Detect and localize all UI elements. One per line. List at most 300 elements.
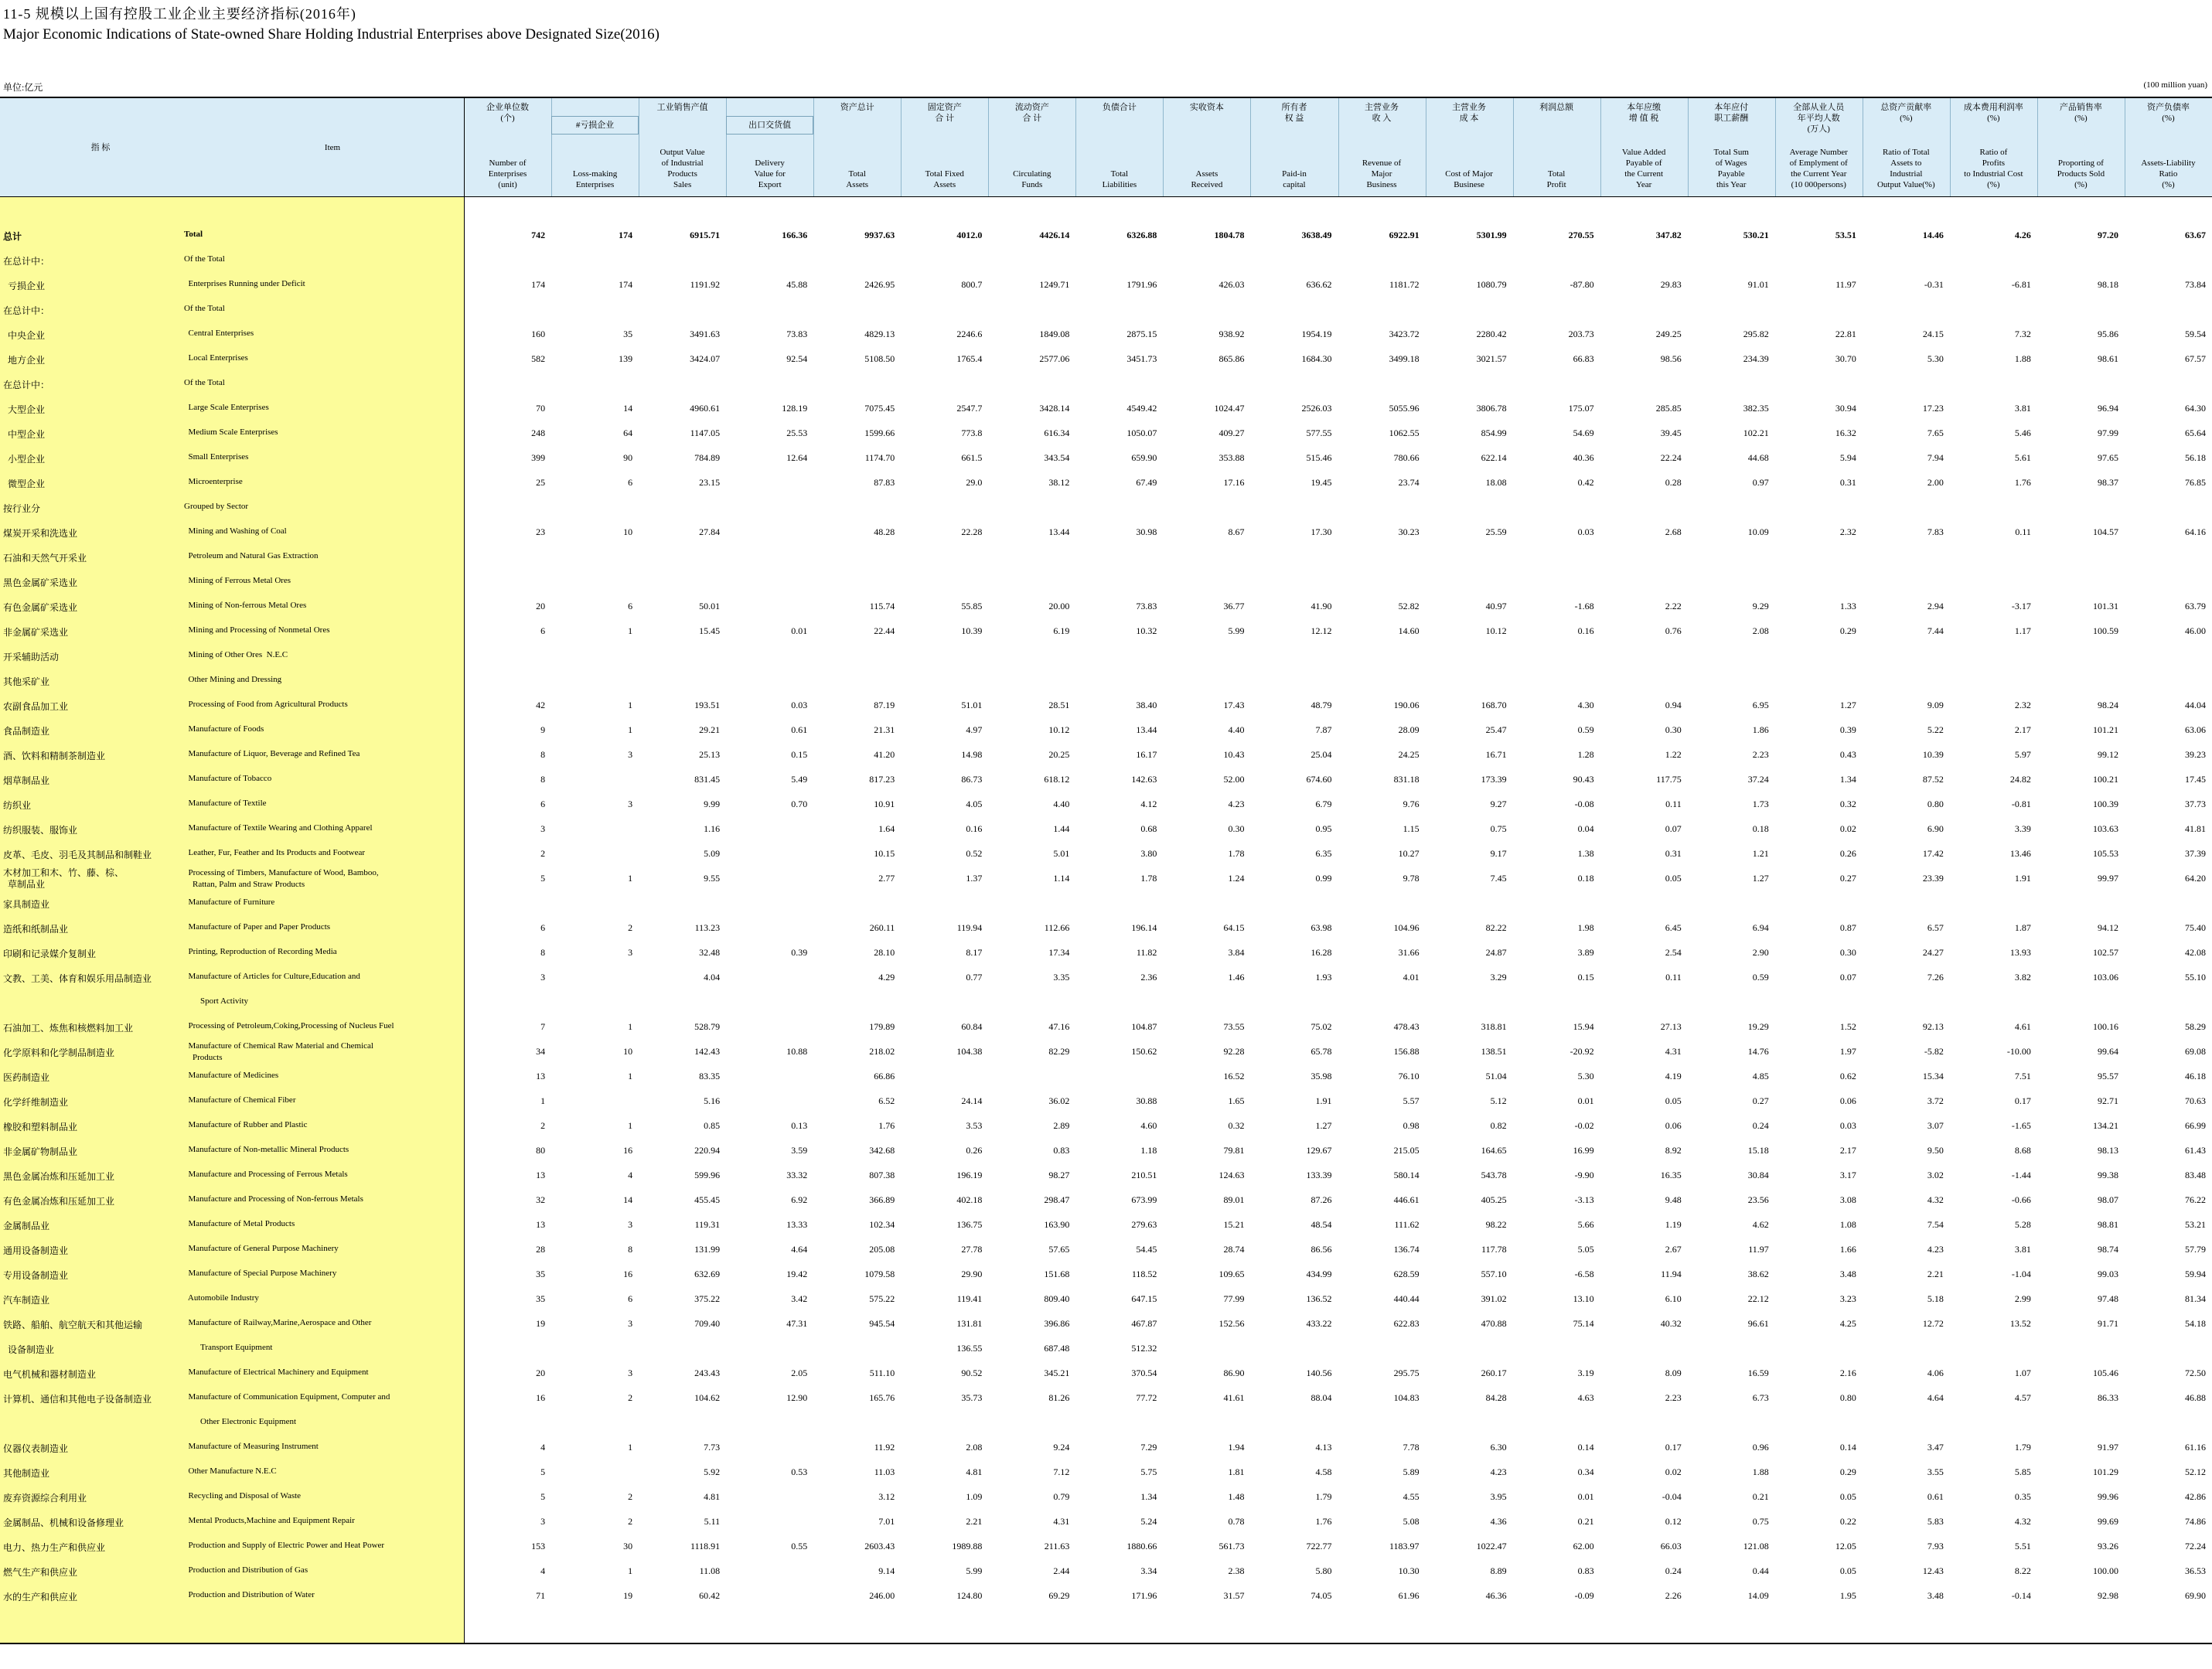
cell-value: 102.21: [1743, 427, 1769, 438]
cell-value: -1.68: [1574, 601, 1594, 611]
cell-value: 809.40: [1044, 1293, 1070, 1304]
header-col-19: [2037, 98, 2125, 196]
cell-value: 81.26: [1048, 1392, 1070, 1403]
cell-value: 4426.14: [1039, 230, 1070, 240]
cell-value: 4.64: [791, 1244, 808, 1255]
cell-value: -20.92: [1570, 1046, 1594, 1057]
cell-value: 63.06: [2185, 724, 2206, 735]
cell-value: 246.00: [869, 1590, 895, 1601]
cell-value: 66.83: [1573, 353, 1594, 364]
row-label-cn: 石油加工、炼焦和核燃料加工业: [3, 1023, 134, 1034]
cell-value: 343.54: [1044, 452, 1070, 463]
cell-value: 1062.55: [1389, 427, 1420, 438]
table-row: [0, 1385, 2212, 1410]
row-label-cn: 电气机械和器材制造业: [3, 1369, 97, 1380]
row-label-en: Processing of Food from Agricultural Products: [184, 700, 348, 709]
cell-value: 0.04: [1577, 823, 1594, 834]
cell-value: 3.17: [1839, 1170, 1856, 1180]
cell-value: 136.74: [1393, 1244, 1420, 1255]
cell-value: 0.97: [1752, 477, 1769, 488]
cell-value: 4829.13: [864, 329, 895, 339]
header-col-en: Proporting of Products Sold (%): [2057, 158, 2105, 189]
cell-value: 5.01: [1053, 848, 1070, 859]
cell-value: 0.16: [966, 823, 983, 834]
cell-value: 6.73: [1752, 1392, 1769, 1403]
cell-value: 92.28: [1223, 1046, 1245, 1057]
header-separator: [1513, 98, 1514, 196]
cell-value: 722.77: [1306, 1541, 1332, 1551]
header-col-10: [1250, 98, 1338, 196]
cell-value: 70.63: [2185, 1095, 2206, 1106]
table-row: [0, 618, 2212, 643]
cell-value: 8: [540, 947, 546, 958]
cell-value: 10: [623, 526, 633, 537]
cell-value: 1.28: [1577, 749, 1594, 760]
cell-value: 5.11: [704, 1516, 721, 1527]
cell-value: 95.86: [2097, 329, 2118, 339]
row-label-en: Grouped by Sector: [184, 502, 249, 511]
cell-value: 434.99: [1306, 1269, 1332, 1279]
row-label-en: Manufacture of Metal Products: [184, 1219, 295, 1228]
row-label-cn: 金属制品业: [3, 1221, 50, 1231]
row-label-cn: 烟草制品业: [3, 775, 50, 786]
row-label-en: Microenterprise: [184, 477, 243, 486]
cell-value: 10.12: [1485, 625, 1507, 636]
cell-value: 27.78: [961, 1244, 983, 1255]
cell-value: 0.02: [1665, 1466, 1682, 1477]
cell-value: 86.33: [2097, 1392, 2118, 1403]
cell-value: 102.57: [2092, 947, 2118, 958]
cell-value: 17.45: [2185, 774, 2206, 785]
cell-value: 4.23: [1927, 1244, 1944, 1255]
header-separator: [1688, 98, 1689, 196]
cell-value: 72.50: [2185, 1368, 2206, 1378]
cell-value: 0.05: [1665, 873, 1682, 884]
cell-value: 1.76: [878, 1120, 895, 1131]
cell-value: 205.08: [869, 1244, 895, 1255]
cell-value: 366.89: [869, 1194, 895, 1205]
cell-value: 24.25: [1398, 749, 1420, 760]
table-row: [0, 1113, 2212, 1138]
cell-value: 38.40: [1136, 700, 1157, 710]
cell-value: 179.89: [869, 1021, 895, 1032]
cell-value: 9.14: [878, 1565, 895, 1576]
cell-value: 63.98: [1310, 922, 1332, 933]
cell-value: 249.25: [1655, 329, 1682, 339]
cell-value: 0.06: [1665, 1120, 1682, 1131]
cell-value: 854.99: [1481, 427, 1507, 438]
table-row: [0, 841, 2212, 866]
cell-value: 210.51: [1131, 1170, 1157, 1180]
cell-value: 83.35: [699, 1071, 721, 1081]
cell-value: 0.80: [1927, 799, 1944, 809]
cell-value: 31.57: [1223, 1590, 1245, 1601]
cell-value: 0.30: [1665, 724, 1682, 735]
cell-value: 0.34: [1577, 1466, 1594, 1477]
cell-value: 98.22: [1485, 1219, 1507, 1230]
cell-value: 5.94: [1839, 452, 1856, 463]
cell-value: 10.32: [1136, 625, 1157, 636]
header-col-cn: 资产负债率 (%): [2146, 103, 2190, 123]
cell-value: 73.84: [2185, 279, 2206, 290]
cell-value: 1.91: [1315, 1095, 1332, 1106]
cell-value: 7.78: [1403, 1442, 1420, 1453]
cell-value: 73.83: [786, 329, 808, 339]
cell-value: 99.69: [2097, 1516, 2118, 1527]
cell-value: 9.09: [1927, 700, 1944, 710]
cell-value: 2.00: [1927, 477, 1944, 488]
cell-value: 57.65: [1048, 1244, 1070, 1255]
cell-value: 16: [536, 1392, 546, 1403]
cell-value: 58.29: [2185, 1021, 2206, 1032]
cell-value: 5.24: [1140, 1516, 1157, 1527]
cell-value: 28.09: [1398, 724, 1420, 735]
cell-value: 1: [628, 1071, 633, 1081]
header-col-cn: 工业销售产值: [656, 103, 708, 112]
cell-value: 0.85: [704, 1120, 721, 1131]
cell-value: 25.47: [1485, 724, 1507, 735]
cell-value: 76.22: [2185, 1194, 2206, 1205]
row-label-en: Manufacture and Processing of Ferrous Metals: [184, 1170, 348, 1179]
cell-value: 11.97: [1835, 279, 1856, 290]
cell-value: 0.78: [1228, 1516, 1245, 1527]
table-row: [0, 1509, 2212, 1534]
cell-value: 1.14: [1053, 873, 1070, 884]
cell-value: 260.11: [869, 922, 895, 933]
cell-value: 4.85: [1752, 1071, 1769, 1081]
cell-value: 76.10: [1398, 1071, 1420, 1081]
cell-value: 1183.97: [1389, 1541, 1420, 1551]
cell-value: 0.31: [1839, 477, 1856, 488]
cell-value: 1174.70: [864, 452, 895, 463]
cell-value: 101.29: [2092, 1466, 2118, 1477]
header-col-cn: 全部从业人员 年平均人数 (万人): [1793, 103, 1845, 134]
cell-value: 636.62: [1306, 279, 1332, 290]
row-label-en: Mental Products,Machine and Equipment Repair: [184, 1516, 355, 1525]
cell-value: 1: [628, 1021, 633, 1032]
cell-value: 3: [628, 799, 633, 809]
cell-value: 4.25: [1839, 1318, 1856, 1329]
cell-value: 1880.66: [1126, 1541, 1157, 1551]
cell-value: 72.24: [2185, 1541, 2206, 1551]
header-col-en: Average Number of Emplyment of the Current Year (10 000persons): [1789, 148, 1848, 189]
header-separator: [1075, 98, 1076, 196]
cell-value: 2.38: [1228, 1565, 1245, 1576]
cell-value: 92.98: [2097, 1590, 2118, 1601]
cell-value: 1.73: [1752, 799, 1769, 809]
cell-value: 1.98: [1577, 922, 1594, 933]
header-col-cn: 利润总额: [1539, 103, 1574, 112]
cell-value: 1.64: [878, 823, 895, 834]
row-label-en: Processing of Petroleum,Coking,Processing of Nucleus Fuel: [184, 1021, 394, 1030]
row-label-en: Leather, Fur, Feather and Its Products and Footwear: [184, 848, 366, 857]
cell-value: 82.29: [1048, 1046, 1070, 1057]
cell-value: 20: [536, 1368, 546, 1378]
cell-value: 95.57: [2097, 1071, 2118, 1081]
cell-value: 4.64: [1927, 1392, 1944, 1403]
cell-value: 673.99: [1131, 1194, 1157, 1205]
cell-value: 2.08: [1752, 625, 1769, 636]
cell-value: 9937.63: [864, 230, 895, 240]
table-row: [0, 1336, 2212, 1361]
cell-value: 1599.66: [864, 427, 895, 438]
cell-value: 139: [619, 353, 633, 364]
cell-value: 29.83: [1660, 279, 1682, 290]
cell-value: 98.24: [2097, 700, 2118, 710]
cell-value: 1.79: [2014, 1442, 2031, 1453]
cell-value: 0.14: [1839, 1442, 1856, 1453]
cell-value: 117.75: [1656, 774, 1682, 785]
cell-value: 1954.19: [1301, 329, 1332, 339]
cell-value: 40.32: [1660, 1318, 1682, 1329]
header-col-cn: 产品销售率 (%): [2059, 103, 2102, 123]
cell-value: 61.43: [2185, 1145, 2206, 1156]
cell-value: 54.45: [1136, 1244, 1157, 1255]
cell-value: 80: [536, 1145, 546, 1156]
cell-value: 124.80: [956, 1590, 983, 1601]
cell-value: 6.94: [1752, 922, 1769, 933]
row-label-en: Manufacture of General Purpose Machinery: [184, 1244, 339, 1253]
cell-value: 0.03: [1839, 1120, 1856, 1131]
cell-value: 3: [628, 1219, 633, 1230]
cell-value: 35.73: [961, 1392, 983, 1403]
cell-value: 37.73: [2185, 799, 2206, 809]
cell-value: 36.53: [2185, 1565, 2206, 1576]
cell-value: 561.73: [1218, 1541, 1245, 1551]
header-sub-loss: #亏损企业: [551, 116, 639, 135]
row-label-cn: 计算机、通信和其他电子设备制造业: [3, 1394, 152, 1405]
header-col-en: Total Sum of Wages Payable this Year: [1713, 148, 1749, 189]
row-label-en: Manufacture of Electrical Machinery and Equipment: [184, 1368, 369, 1377]
row-label-cn: 其他采矿业: [3, 676, 50, 687]
cell-value: 6326.88: [1126, 230, 1157, 240]
cell-value: 4: [540, 1565, 546, 1576]
cell-value: 433.22: [1306, 1318, 1332, 1329]
cell-value: 2.36: [1140, 972, 1157, 983]
cell-value: 42.86: [2185, 1491, 2206, 1502]
cell-value: 0.21: [1577, 1516, 1594, 1527]
cell-value: -5.82: [1924, 1046, 1944, 1057]
cell-value: 270.55: [1568, 230, 1594, 240]
cell-value: 2.22: [1665, 601, 1682, 611]
cell-value: 64.20: [2185, 873, 2206, 884]
cell-value: 98.13: [2097, 1145, 2118, 1156]
cell-value: 0.77: [966, 972, 983, 983]
cell-value: 32: [536, 1194, 546, 1205]
header-col-16: [1775, 98, 1863, 196]
table-row: [0, 519, 2212, 544]
cell-value: 12.90: [786, 1392, 808, 1403]
cell-value: 938.92: [1218, 329, 1245, 339]
cell-value: 1.24: [1228, 873, 1245, 884]
cell-value: 14: [623, 1194, 633, 1205]
cell-value: 84.28: [1485, 1392, 1507, 1403]
table-row: [0, 594, 2212, 618]
cell-value: 20.00: [1048, 601, 1070, 611]
table-row: [0, 371, 2212, 396]
cell-value: 9.55: [704, 873, 721, 884]
cell-value: 97.48: [2097, 1293, 2118, 1304]
cell-value: 15.94: [1573, 1021, 1594, 1032]
cell-value: 0.11: [2015, 526, 2031, 537]
cell-value: 0.21: [1752, 1491, 1769, 1502]
cell-value: 12.12: [1310, 625, 1332, 636]
cell-value: 2577.06: [1039, 353, 1070, 364]
cell-value: 243.43: [694, 1368, 721, 1378]
header-col-7: [988, 98, 1075, 196]
table-row: [0, 1064, 2212, 1088]
row-label-en: Manufacture of Measuring Instrument: [184, 1442, 319, 1451]
cell-value: 945.54: [869, 1318, 895, 1329]
cell-value: 10.09: [1747, 526, 1769, 537]
cell-value: 87.26: [1310, 1194, 1332, 1205]
row-label-cn: 燃气生产和供应业: [3, 1567, 78, 1578]
cell-value: 22.28: [961, 526, 983, 537]
cell-value: 79.81: [1223, 1145, 1245, 1156]
cell-value: 15.45: [699, 625, 721, 636]
cell-value: 24.27: [1922, 947, 1944, 958]
cell-value: 4.55: [1403, 1491, 1420, 1502]
cell-value: 13.46: [2009, 848, 2031, 859]
cell-value: 7.87: [1315, 724, 1332, 735]
table-row: [0, 1534, 2212, 1558]
row-label-cn: 汽车制造业: [3, 1295, 50, 1306]
cell-value: 440.44: [1393, 1293, 1420, 1304]
cell-value: 9.76: [1403, 799, 1420, 809]
cell-value: 4960.61: [690, 403, 721, 414]
cell-value: 136.75: [956, 1219, 983, 1230]
cell-value: 4: [628, 1170, 633, 1180]
cell-value: 5.18: [1927, 1293, 1944, 1304]
cell-value: 3.82: [2014, 972, 2031, 983]
cell-value: 20: [536, 601, 546, 611]
cell-value: 46.88: [2185, 1392, 2206, 1403]
header-item: [201, 98, 464, 196]
cell-value: 622.14: [1481, 452, 1507, 463]
table-row: [0, 1039, 2212, 1064]
cell-value: 1.76: [1315, 1516, 1332, 1527]
cell-value: 16.32: [1835, 427, 1856, 438]
header-col-cn: 企业单位数 (个): [486, 103, 530, 123]
cell-value: 0.11: [1665, 972, 1682, 983]
header-col-12: [1426, 98, 1513, 196]
cell-value: 142.43: [694, 1046, 721, 1057]
cell-value: 87.52: [1922, 774, 1944, 785]
cell-value: 16.59: [1747, 1368, 1769, 1378]
cell-value: 41.61: [1223, 1392, 1245, 1403]
row-label-en: Manufacture of Rubber and Plastic: [184, 1120, 308, 1129]
cell-value: 4.40: [1228, 724, 1245, 735]
cell-value: 98.18: [2097, 279, 2118, 290]
cell-value: 28.51: [1048, 700, 1070, 710]
cell-value: 0.30: [1228, 823, 1245, 834]
cell-value: 10.30: [1398, 1565, 1420, 1576]
header-col-cn: 成本费用利润率 (%): [1963, 103, 2023, 123]
cell-value: 0.26: [966, 1145, 983, 1156]
cell-value: 34: [536, 1046, 546, 1057]
cell-value: 98.74: [2097, 1244, 2118, 1255]
cell-value: -10.00: [2006, 1046, 2031, 1057]
cell-value: 0.24: [1665, 1565, 1682, 1576]
cell-value: 31.66: [1398, 947, 1420, 958]
row-label-cn: 有色金属矿采选业: [3, 602, 78, 613]
cell-value: 0.17: [2014, 1095, 2031, 1106]
cell-value: -0.04: [1662, 1491, 1682, 1502]
cell-value: 96.94: [2097, 403, 2118, 414]
row-label-cn: 在总计中：: [3, 380, 50, 390]
cell-value: 103.06: [2092, 972, 2118, 983]
cell-value: 13.44: [1136, 724, 1157, 735]
cell-value: 27.13: [1660, 1021, 1682, 1032]
cell-value: 24.14: [961, 1095, 983, 1106]
cell-value: 2: [540, 1120, 546, 1131]
cell-value: 260.17: [1481, 1368, 1507, 1378]
cell-value: 69.90: [2185, 1590, 2206, 1601]
unit-label-cn: 单位:亿元: [3, 82, 43, 93]
cell-value: 15.34: [1922, 1071, 1944, 1081]
cell-value: 6.79: [1315, 799, 1332, 809]
cell-value: 104.38: [956, 1046, 983, 1057]
cell-value: 163.90: [1044, 1219, 1070, 1230]
cell-value: 3.81: [2014, 1244, 2031, 1255]
cell-value: 0.02: [1839, 823, 1856, 834]
cell-value: 0.07: [1839, 972, 1856, 983]
cell-value: 30.88: [1136, 1095, 1157, 1106]
row-label-cn: 按行业分: [3, 503, 41, 514]
cell-value: 101.31: [2092, 601, 2118, 611]
cell-value: 86.73: [961, 774, 983, 785]
cell-value: 16.99: [1573, 1145, 1594, 1156]
cell-value: 2.99: [2014, 1293, 2031, 1304]
cell-value: 0.62: [1839, 1071, 1856, 1081]
cell-value: 3.29: [1490, 972, 1507, 983]
header-col-en: Loss-making Enterprises: [572, 169, 618, 189]
table-row: [0, 247, 2212, 272]
cell-value: 426.03: [1218, 279, 1245, 290]
cell-value: 7.26: [1927, 972, 1944, 983]
cell-value: 30: [623, 1541, 633, 1551]
cell-value: 64.16: [2185, 526, 2206, 537]
cell-value: 4012.0: [956, 230, 983, 240]
row-label-en: Mining of Ferrous Metal Ores: [184, 576, 291, 585]
cell-value: 3.12: [878, 1491, 895, 1502]
cell-value: 4.31: [1053, 1516, 1070, 1527]
row-label-cn: 造纸和纸制品业: [3, 924, 69, 935]
cell-value: 4.58: [1315, 1466, 1332, 1477]
cell-value: 0.32: [1839, 799, 1856, 809]
cell-value: 0.31: [1665, 848, 1682, 859]
cell-value: 38.62: [1747, 1269, 1769, 1279]
row-label-en: Manufacture of Liquor, Beverage and Refined Tea: [184, 749, 360, 758]
cell-value: 0.35: [2014, 1491, 2031, 1502]
header-col-1: [464, 98, 551, 196]
table-row: [0, 1237, 2212, 1262]
cell-value: 405.25: [1481, 1194, 1507, 1205]
cell-value: 399: [531, 452, 546, 463]
cell-value: 4.36: [1490, 1516, 1507, 1527]
header-separator: [1600, 98, 1601, 196]
cell-value: 94.12: [2097, 922, 2118, 933]
cell-value: 10.39: [961, 625, 983, 636]
cell-value: 18.08: [1485, 477, 1507, 488]
cell-value: 0.27: [1752, 1095, 1769, 1106]
cell-value: 1147.05: [690, 427, 721, 438]
cell-value: 40.36: [1573, 452, 1594, 463]
cell-value: 8.17: [966, 947, 983, 958]
table-row: [0, 792, 2212, 816]
cell-value: 2: [628, 922, 633, 933]
cell-value: 23.15: [699, 477, 721, 488]
